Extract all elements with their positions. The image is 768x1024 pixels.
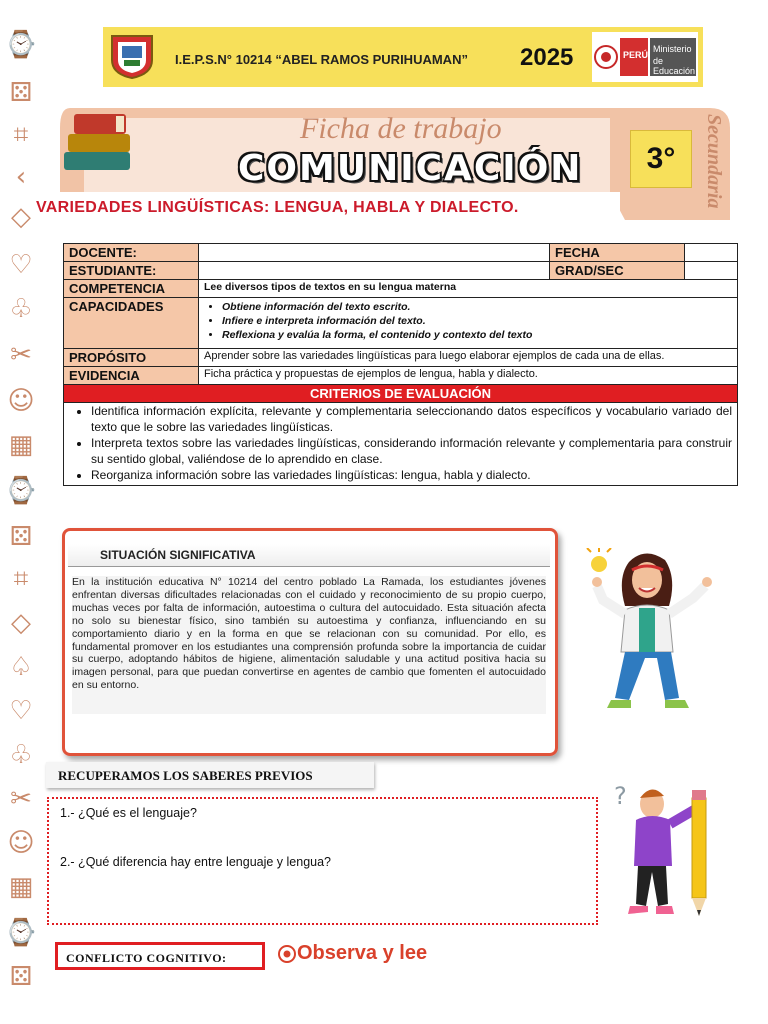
school-year: 2025 [520,44,574,71]
glasses-icon: ☺ [7,386,35,416]
table-row [64,262,738,280]
level-vertical-label [696,110,736,220]
heart-icon: ♡ [9,696,33,726]
club-icon: ♧ [9,294,33,324]
worksheet-title: Ficha de trabajo [300,112,502,145]
table-row [64,349,738,367]
club-icon: ♧ [9,740,33,770]
list-item: • Obtiene información del texto escrito. [222,301,732,313]
scissors-icon: ✂ [10,784,32,814]
net-icon: ⌗ [13,120,29,150]
arrow-icon: ‹ [15,162,27,192]
fecha-label: FECHA [550,244,685,262]
saberes-title: RECUPERAMOS LOS SABERES PREVIOS [58,768,313,783]
situacion-title: SITUACIÓN SIGNIFICATIVA [100,548,256,562]
list-item: • Reflexiona y evalúa la forma, el contenido y contexto del texto [222,329,732,341]
table-row [64,367,738,385]
watch-icon: ⌚ [4,476,38,506]
calculator-icon: ▦ [8,430,34,460]
list-item: • Infiere e interpreta información del texto. [222,315,732,327]
competencia-label: COMPETENCIA [64,280,199,298]
list-item: • Interpreta textos sobre las variedades lingüísticas, considerando información relevante y complementaria para construir su sentido global, valiéndose de lo aprendido en clase. [91,436,732,468]
grade-badge: 3° [630,130,692,188]
ministry-logo [592,32,698,82]
watch-icon: ⌚ [4,918,38,948]
conflicto-title: CONFLICTO COGNITIVO: [66,951,227,965]
criterios-header: CRITERIOS DE EVALUACIÓN [64,385,738,403]
subject-title: COMUNICACIÓN [238,148,583,189]
evidencia-label: EVIDENCIA [64,367,199,385]
observa-label: Observa y lee [297,942,428,964]
info-table [63,243,738,486]
diamond-icon: ◇ [11,202,31,232]
capacidades-label: CAPACIDADES [64,298,199,349]
evidencia-value: Ficha práctica y propuestas de ejemplos de lengua, habla y dialecto. [199,367,738,385]
table-row [64,385,738,403]
diamond-icon: ◇ [11,608,31,638]
capacidades-list [204,301,732,341]
school-name: I.E.P.S.N° 10214 “ABEL RAMOS PURIHUAMAN” [175,52,468,67]
net-icon: ⌗ [13,564,29,594]
gradsec-field[interactable] [685,262,738,280]
gradsec-label: GRAD/SEC [550,262,685,280]
table-row [64,298,738,349]
scissors-icon: ✂ [10,340,32,370]
school-crest-icon [108,32,156,80]
estudiante-label: ESTUDIANTE: [64,262,199,280]
criterios-list [69,404,732,484]
proposito-label: PROPÓSITO [64,349,199,367]
capacidades-cell [199,298,738,349]
student-girl-illustration [585,548,725,720]
fecha-field[interactable] [685,244,738,262]
ministry-line2: de Educación [653,56,696,76]
student-boy-pencil-illustration [612,780,722,925]
question-1: 1.- ¿Qué es el lenguaje? [60,806,197,820]
ministry-line1: Ministerio [653,44,692,54]
books-icon [58,108,140,180]
ministry-country: PERÚ [623,50,649,60]
list-item: • Identifica información explícita, relevante y complementaria seleccionando datos específicos y vocabulario variado del texto que le sobre las variedades lingüísticas. [91,404,732,436]
glasses-icon: ☺ [7,828,35,858]
list-item: • Reorganiza información sobre las variedades lingüísticas: lengua, habla y dialecto. [91,468,732,484]
eye-icon [278,945,296,963]
competencia-value: Lee diversos tipos de textos en su lengua materna [199,280,738,298]
dice-icon: ⚄ [9,78,33,108]
calculator-icon: ▦ [8,872,34,902]
dice-icon: ⚄ [9,522,33,552]
table-row [64,403,738,486]
level-label: Secundaria [703,114,725,209]
table-row [64,280,738,298]
docente-label: DOCENTE: [64,244,199,262]
dice-icon: ⚄ [9,962,33,992]
situacion-body: En la institución educativa N° 10214 del centro poblado La Ramada, los estudiantes jóvenes enfrentan diversas dificultades relacionadas con el cuidado y reconocimiento de su propio cuerpo, muchas veces por falta de información, autoestima o cultura del autocuidado. Esta situación afecta no solo su bienestar físico, sino también su autoestima y confianza, influenciando en su comportamiento diario y en la forma en que se relacionan con su comunidad. Por ello, es fundamental promover en los estudiantes una comprensión profunda sobre la importancia de cuidar su cuerpo, adoptando hábitos de higiene, alimentación saludable y una actitud positiva hacia su imagen personal, para que puedan convertirse en agentes de cambio que fomenten el autocuidado en su entorno. [72,576,546,714]
criterios-cell [64,403,738,486]
question-mark-icon: ? [614,782,627,810]
question-2: 2.- ¿Qué diferencia hay entre lenguaje y lengua? [60,855,332,869]
decorative-left-border [0,0,44,1024]
estudiante-field[interactable] [199,262,550,280]
docente-field[interactable] [199,244,550,262]
heart-icon: ♡ [9,250,33,280]
table-row [64,244,738,262]
topic-title: VARIEDADES LINGÜÍSTICAS: LENGUA, HABLA Y DIALECTO. [36,199,519,216]
proposito-value: Aprender sobre las variedades lingüísticas para luego elaborar ejemplos de cada una de ellas. [199,349,738,367]
spade-icon: ♤ [9,652,33,682]
watch-icon: ⌚ [4,30,38,60]
